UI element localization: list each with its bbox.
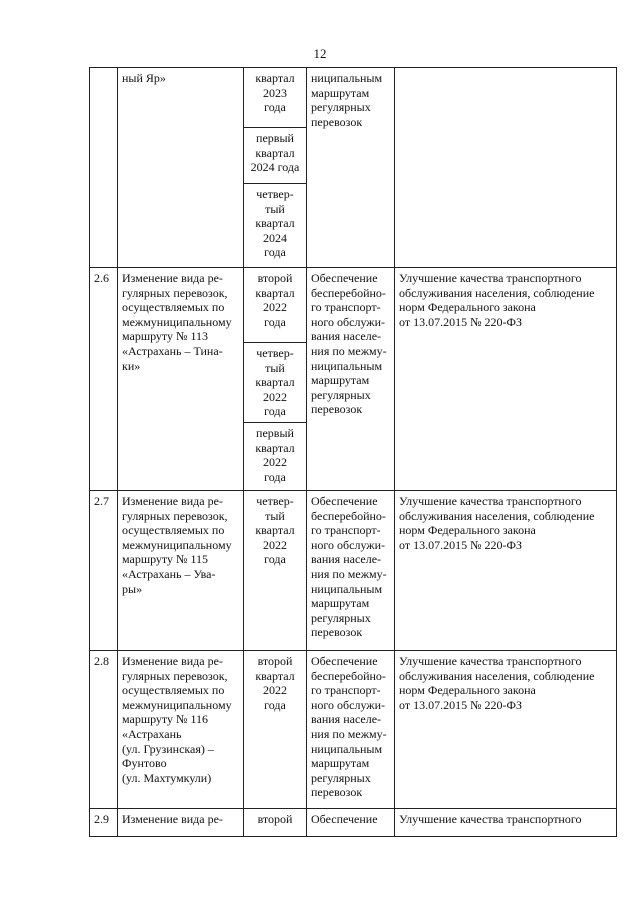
result-cell — [395, 490, 617, 650]
text-line: ры» — [122, 581, 143, 596]
table-row — [90, 650, 617, 808]
text-line: ниципальным — [311, 581, 383, 596]
text-line: обслуживания населения, соблюдение — [399, 285, 595, 300]
measure-name-cell — [118, 268, 244, 491]
term-cell — [244, 68, 307, 128]
text-line: ного обслужи- — [311, 697, 386, 712]
text-line: 2022 — [263, 389, 287, 404]
text-line: четвер- — [256, 493, 294, 508]
row-number: 2.9 — [90, 808, 118, 836]
text-line: от 13.07.2015 № 220-ФЗ — [399, 537, 523, 552]
text-line: осуществляемых по — [122, 300, 225, 315]
text-line: ки» — [122, 358, 141, 373]
text-line: осуществляемых по — [122, 523, 225, 538]
plan-table — [89, 67, 617, 837]
measure-name-cell — [118, 808, 244, 836]
text-line: квартал — [255, 216, 295, 231]
text-line: регулярных — [311, 770, 371, 785]
text-line: четвер- — [256, 187, 294, 201]
text-line: маршруту № 116 — [122, 712, 209, 727]
text-line: ния по межму- — [311, 343, 387, 358]
text-line: от 13.07.2015 № 220-ФЗ — [399, 697, 523, 712]
text-line: второй — [257, 653, 293, 668]
text-line: бесперебойно- — [311, 285, 386, 300]
text-line: регулярных — [311, 100, 371, 115]
term-cell — [244, 490, 307, 650]
text-line: года — [264, 100, 286, 115]
text-line: гулярных перевозок, — [122, 508, 228, 523]
text-line: межмуниципальному — [122, 537, 232, 552]
text-line: межмуниципальному — [122, 697, 232, 712]
text-line: (ул. Махтумкули) — [122, 770, 212, 785]
text-line: Улучшение качества транспортного — [399, 271, 582, 285]
text-line: Фунтово — [122, 756, 167, 771]
text-line: регулярных — [311, 610, 371, 625]
text-line: года — [264, 469, 286, 484]
result-cell — [395, 268, 617, 491]
text-line: квартал — [255, 145, 295, 160]
text-line: го транспорт- — [311, 523, 381, 538]
text-line: 2022 — [263, 300, 287, 315]
text-line: маршрутам — [311, 756, 370, 771]
text-line: от 13.07.2015 № 220-ФЗ — [399, 314, 523, 329]
text-line: вания населе- — [311, 552, 382, 567]
text-line: маршрутам — [311, 85, 370, 100]
text-line: второй — [257, 811, 293, 826]
text-line: квартал — [255, 440, 295, 455]
text-line: «Астрахань — [122, 726, 182, 741]
text-line: ниципальным — [311, 71, 383, 85]
text-line: маршрутам — [311, 373, 370, 388]
text-line: го транспорт- — [311, 683, 381, 698]
result-cell — [395, 808, 617, 836]
text-line: Обеспечение — [311, 271, 378, 285]
text-line: перевозок — [311, 625, 363, 640]
text-line: тый — [265, 360, 285, 375]
text-line: перевозок — [311, 114, 363, 129]
expected-effect-cell — [307, 68, 395, 268]
text-line: ниципальным — [311, 741, 383, 756]
measure-name-cell — [118, 68, 244, 268]
term-cell — [244, 184, 307, 268]
text-line: норм Федерального закона — [399, 300, 536, 315]
text-line: тый — [265, 508, 285, 523]
text-line: года — [264, 552, 286, 567]
text-line: обслуживания населения, соблюдение — [399, 668, 595, 683]
expected-effect-cell — [307, 268, 395, 491]
text-line: го транспорт- — [311, 300, 381, 315]
text-line: квартал — [255, 285, 295, 300]
text-line: норм Федерального закона — [399, 523, 536, 538]
text-line: первый — [256, 425, 294, 440]
text-line: «Астрахань – Ува- — [122, 566, 216, 581]
text-line: 2022 — [263, 537, 287, 552]
text-line: года — [264, 314, 286, 329]
text-line: второй — [257, 271, 293, 285]
row-number: 2.8 — [90, 650, 118, 808]
text-line: вания населе- — [311, 329, 382, 344]
text-line: 2024 — [263, 230, 287, 245]
row-number: 2.7 — [90, 490, 118, 650]
text-line: ниципальным — [311, 358, 383, 373]
text-line: Улучшение качества транспортного — [399, 493, 582, 508]
text-line: Улучшение качества транспортного — [399, 811, 582, 826]
text-line: бесперебойно- — [311, 508, 386, 523]
text-line: ного обслужи- — [311, 537, 386, 552]
measure-name-cell — [118, 490, 244, 650]
term-cell — [244, 128, 307, 184]
result-cell — [395, 68, 617, 268]
text-line: обслуживания населения, соблюдение — [399, 508, 595, 523]
text-line: Обеспечение — [311, 653, 378, 668]
text-line: межмуниципальному — [122, 314, 232, 329]
text-line: маршрутам — [311, 596, 370, 611]
result-cell — [395, 650, 617, 808]
table-row — [90, 68, 617, 128]
expected-effect-cell — [307, 808, 395, 836]
text-line: (ул. Грузинская) – — [122, 741, 214, 756]
expected-effect-cell — [307, 650, 395, 808]
row-number — [90, 68, 118, 268]
term-cell — [244, 268, 307, 343]
text-line: Обеспечение — [311, 811, 378, 826]
text-line: Изменение вида ре- — [122, 811, 223, 826]
text-line: гулярных перевозок, — [122, 668, 228, 683]
text-line: ния по межму- — [311, 566, 387, 581]
text-line: ного обслужи- — [311, 314, 386, 329]
text-line: ния по межму- — [311, 726, 387, 741]
text-line: маршруту № 113 — [122, 329, 209, 344]
table-row — [90, 490, 617, 650]
text-line: 2023 — [263, 85, 287, 100]
text-line: Обеспечение — [311, 493, 378, 508]
text-line: регулярных — [311, 387, 371, 402]
text-line: бесперебойно- — [311, 668, 386, 683]
text-line: Изменение вида ре- — [122, 493, 223, 508]
text-line: 2024 года — [250, 160, 300, 175]
text-line: Изменение вида ре- — [122, 271, 223, 285]
text-line: гулярных перевозок, — [122, 285, 228, 300]
text-line: тый — [265, 201, 285, 216]
text-line: маршруту № 115 — [122, 552, 209, 567]
text-line: 2022 — [263, 683, 287, 698]
text-line: квартал — [255, 668, 295, 683]
term-cell — [244, 343, 307, 423]
text-line: перевозок — [311, 785, 363, 800]
text-line: квартал — [255, 375, 295, 390]
text-line: года — [264, 404, 286, 419]
term-cell — [244, 808, 307, 836]
table-row — [90, 268, 617, 343]
expected-effect-cell — [307, 490, 395, 650]
measure-name-cell — [118, 650, 244, 808]
text-line: осуществляемых по — [122, 683, 225, 698]
text-line: «Астрахань – Тина- — [122, 343, 223, 358]
row-number: 2.6 — [90, 268, 118, 491]
text-line: ный Яр» — [122, 71, 166, 85]
text-line: года — [264, 245, 286, 260]
term-cell — [244, 422, 307, 490]
page-number: 12 — [313, 46, 327, 61]
text-line: вания населе- — [311, 712, 382, 727]
text-line: норм Федерального закона — [399, 683, 536, 698]
text-line: квартал — [255, 71, 295, 85]
term-cell — [244, 650, 307, 808]
text-line: четвер- — [256, 346, 294, 360]
text-line: 2022 — [263, 455, 287, 470]
text-line: перевозок — [311, 402, 363, 417]
text-line: Изменение вида ре- — [122, 653, 223, 668]
text-line: первый — [256, 131, 294, 145]
text-line: Улучшение качества транспортного — [399, 653, 582, 668]
text-line: квартал — [255, 523, 295, 538]
table-row — [90, 808, 617, 836]
text-line: года — [264, 697, 286, 712]
